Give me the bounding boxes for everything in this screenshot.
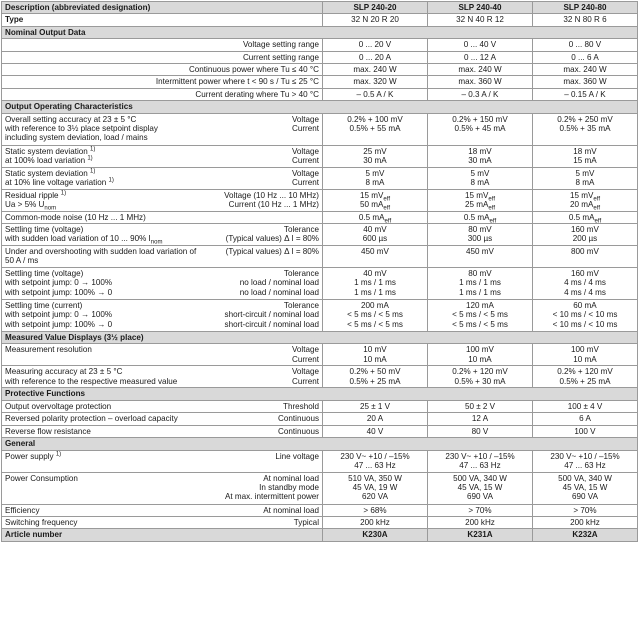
spec-row — [2, 366, 638, 388]
spec-description: Under and overshooting with sudden load variation of 50 A / ms — [5, 247, 197, 266]
spec-description: Settling time (current) with setpoint jump: 0 → 100% with setpoint jump: 100% → 0 — [5, 301, 113, 329]
spec-label-wrap — [5, 147, 319, 166]
spec-description: Reversed polarity protection – overload capacity — [5, 414, 178, 424]
spec-description: Efficiency — [5, 505, 40, 515]
spec-value-model-3: > 70% — [533, 504, 638, 516]
spec-label-wrap — [5, 427, 319, 436]
spec-value-model-1: 15 $mV_{eff}$ 50 $mA_{eff}$ — [323, 189, 428, 211]
spec-value-model-3: 60 mA < 10 ms / < 10 ms < 10 ms / < 10 ms — [533, 300, 638, 332]
spec-label-cell — [2, 211, 323, 223]
spec-value-model-1: 40 V — [323, 425, 428, 437]
spec-label-cell — [2, 400, 323, 412]
type-value-3: 32 N 80 R 6 — [533, 14, 638, 26]
spec-condition: Continuous power where Tu ≤ 40 °C — [188, 65, 319, 75]
spec-label-wrap — [5, 169, 319, 188]
spec-condition: Voltage Current — [291, 114, 319, 134]
spec-value-model-1: 20 A — [323, 413, 428, 425]
spec-condition: Voltage Current — [291, 146, 319, 166]
section-header-row — [2, 101, 638, 113]
spec-label-cell — [2, 516, 323, 528]
spec-condition: Current derating where Tu > 40 °C — [195, 89, 319, 99]
spec-label-wrap — [5, 247, 319, 266]
spec-value-model-1: max. 320 W — [323, 76, 428, 88]
spec-label-cell — [2, 167, 323, 189]
spec-description: Static system deviation $^{1)}$ at 100% load variation $^{1)}$ — [5, 145, 96, 166]
spec-condition: At nominal load In standby mode At max. intermittent power — [224, 473, 319, 502]
section-title: General — [2, 438, 638, 450]
header-model-2: SLP 240-40 — [428, 2, 533, 14]
spec-label-cell — [2, 366, 323, 388]
spec-value-model-3: 500 VA, 340 W 45 VA, 15 W 690 VA — [533, 472, 638, 504]
header-model-1: SLP 240-20 — [323, 2, 428, 14]
spec-description: Settling time (voltage) with sudden load variation of 10 ... 90% $I_{nom}$ — [5, 225, 163, 247]
spec-label-cell — [2, 504, 323, 516]
spec-row — [2, 88, 638, 100]
spec-row — [2, 189, 638, 211]
spec-row — [2, 113, 638, 145]
section-title: Output Operating Characteristics — [2, 101, 638, 113]
spec-label-cell — [2, 472, 323, 504]
spec-label-wrap — [5, 452, 319, 461]
spec-description: Power Consumption — [5, 473, 78, 483]
article-number-label: Article number — [2, 529, 323, 541]
spec-value-model-2: max. 360 W — [428, 76, 533, 88]
spec-value-model-3: 6 A — [533, 413, 638, 425]
spec-value-model-3: max. 240 W — [533, 64, 638, 76]
spec-value-model-3: 160 mV 4 ms / 4 ms 4 ms / 4 ms — [533, 268, 638, 300]
spec-value-model-2: 0.2% + 120 mV 0.5% + 30 mA — [428, 366, 533, 388]
spec-label-cell — [2, 344, 323, 366]
section-title: Nominal Output Data — [2, 26, 638, 38]
spec-value-model-2: 80 mV 300 µs — [428, 224, 533, 246]
spec-row — [2, 145, 638, 167]
spec-label-wrap — [5, 90, 319, 99]
spec-value-model-2: 80 mV 1 ms / 1 ms 1 ms / 1 ms — [428, 268, 533, 300]
spec-description: Reverse flow resistance — [5, 426, 91, 436]
spec-label-wrap — [5, 301, 319, 329]
spec-condition: At nominal load — [263, 505, 319, 515]
spec-value-model-2: max. 240 W — [428, 64, 533, 76]
spec-label-cell — [2, 425, 323, 437]
spec-value-model-1: > 68% — [323, 504, 428, 516]
spec-row — [2, 413, 638, 425]
spec-label-wrap — [5, 414, 319, 423]
spec-label-wrap — [5, 518, 319, 527]
spec-value-model-1: 0.5 $mA_{eff}$ — [323, 211, 428, 223]
spec-value-model-3: 0 ... 80 V — [533, 39, 638, 51]
spec-value-model-1: 200 kHz — [323, 516, 428, 528]
spec-label-wrap — [5, 77, 319, 86]
spec-row — [2, 167, 638, 189]
header-row — [2, 2, 638, 14]
spec-label-wrap — [5, 474, 319, 502]
spec-value-model-3: 160 mV 200 µs — [533, 224, 638, 246]
spec-condition: Voltage Current — [291, 367, 319, 386]
spec-value-model-3: 230 V~ +10 / –15% 47 ... 63 Hz — [533, 450, 638, 472]
spec-value-model-1: 0.2% + 100 mV 0.5% + 55 mA — [323, 113, 428, 145]
spec-description: Residual ripple $^{1)}$ Ua > 5% $U_{nom}$ — [5, 189, 67, 212]
spec-value-model-2: – 0.3 A / K — [428, 88, 533, 100]
spec-condition: Line voltage — [275, 451, 319, 461]
spec-label-cell — [2, 268, 323, 300]
spec-label-cell — [2, 224, 323, 246]
spec-value-model-1: 230 V~ +10 / –15% 47 ... 63 Hz — [323, 450, 428, 472]
spec-value-model-3: 800 mV — [533, 246, 638, 268]
spec-value-model-1: 450 mV — [323, 246, 428, 268]
header-description: Description (abbreviated designation) — [2, 2, 323, 14]
spec-label-wrap — [5, 191, 319, 210]
spec-description: Measurement resolution — [5, 345, 92, 355]
spec-label-wrap — [5, 115, 319, 143]
spec-row — [2, 39, 638, 51]
type-label: Type — [2, 14, 323, 26]
spec-label-wrap — [5, 53, 319, 62]
spec-condition: Intermittent power where t < 90 s / Tu ≤ 25 °C — [155, 77, 319, 87]
spec-condition: Continuous — [278, 426, 319, 436]
spec-value-model-2: 500 VA, 340 W 45 VA, 15 W 690 VA — [428, 472, 533, 504]
spec-label-wrap — [5, 40, 319, 49]
spec-label-cell — [2, 189, 323, 211]
spec-value-model-1: 5 mV 8 mA — [323, 167, 428, 189]
spec-value-model-3: 100 ± 4 V — [533, 400, 638, 412]
spec-value-model-1: max. 240 W — [323, 64, 428, 76]
spec-condition: Current setting range — [242, 52, 319, 62]
spec-row — [2, 211, 638, 223]
spec-value-model-3: 100 mV 10 mA — [533, 344, 638, 366]
spec-condition: Tolerance no load / nominal load no load / nominal load — [239, 269, 319, 297]
spec-value-model-2: 230 V~ +10 / –15% 47 ... 63 Hz — [428, 450, 533, 472]
spec-label-cell — [2, 145, 323, 167]
spec-row — [2, 344, 638, 366]
spec-value-model-3: 0 ... 6 A — [533, 51, 638, 63]
header-model-3: SLP 240-80 — [533, 2, 638, 14]
spec-value-model-3: 0.5 $mA_{eff}$ — [533, 211, 638, 223]
spec-label-wrap — [5, 367, 319, 386]
spec-label-cell — [2, 246, 323, 268]
spec-value-model-2: 450 mV — [428, 246, 533, 268]
section-header-row — [2, 438, 638, 450]
spec-value-model-2: 80 V — [428, 425, 533, 437]
spec-value-model-2: 15 $mV_{eff}$ 25 $mA_{eff}$ — [428, 189, 533, 211]
spec-label-wrap — [5, 269, 319, 297]
spec-value-model-3: 0.2% + 250 mV 0.5% + 35 mA — [533, 113, 638, 145]
spec-value-model-1: 0 ... 20 A — [323, 51, 428, 63]
spec-value-model-2: 0.2% + 150 mV 0.5% + 45 mA — [428, 113, 533, 145]
spec-value-model-3: max. 360 W — [533, 76, 638, 88]
spec-condition: Typical — [293, 517, 319, 527]
spec-value-model-3: 5 mV 8 mA — [533, 167, 638, 189]
spec-value-model-1: 200 mA < 5 ms / < 5 ms < 5 ms / < 5 ms — [323, 300, 428, 332]
specification-table-body — [2, 2, 638, 542]
section-title: Protective Functions — [2, 388, 638, 400]
spec-row — [2, 504, 638, 516]
spec-value-model-1: 40 mV 1 ms / 1 ms 1 ms / 1 ms — [323, 268, 428, 300]
spec-row — [2, 450, 638, 472]
spec-row — [2, 246, 638, 268]
spec-value-model-2: 200 kHz — [428, 516, 533, 528]
spec-row — [2, 516, 638, 528]
spec-description: Static system deviation $^{1)}$ at 10% line voltage variation $^{1)}$ — [5, 167, 114, 188]
spec-label-cell — [2, 450, 323, 472]
spec-condition: Continuous — [278, 414, 319, 424]
spec-description: Power supply $^{1)}$ — [5, 450, 62, 461]
spec-value-model-2: > 70% — [428, 504, 533, 516]
spec-label-cell — [2, 300, 323, 332]
spec-value-model-2: 12 A — [428, 413, 533, 425]
spec-description: Switching frequency — [5, 517, 78, 527]
section-header-row — [2, 388, 638, 400]
spec-value-model-3: – 0.15 A / K — [533, 88, 638, 100]
spec-value-model-2: 5 mV 8 mA — [428, 167, 533, 189]
spec-value-model-3: 0.2% + 120 mV 0.5% + 25 mA — [533, 366, 638, 388]
spec-value-model-1: 0.2% + 50 mV 0.5% + 25 mA — [323, 366, 428, 388]
spec-row — [2, 425, 638, 437]
spec-condition: Tolerance (Typical values) Δ I = 80% — [225, 225, 319, 244]
spec-row — [2, 268, 638, 300]
type-value-2: 32 N 40 R 12 — [428, 14, 533, 26]
spec-condition: Voltage setting range — [242, 40, 319, 50]
spec-description: Measuring accuracy at 23 ± 5 °C with reference to the respective measured value — [5, 367, 178, 386]
spec-description: Settling time (voltage) with setpoint jump: 0 → 100% with setpoint jump: 100% → 0 — [5, 269, 113, 297]
spec-label-cell — [2, 64, 323, 76]
article-number-model-1: K230A — [323, 529, 428, 541]
article-number-model-3: K232A — [533, 529, 638, 541]
spec-value-model-1: 40 mV 600 µs — [323, 224, 428, 246]
spec-row — [2, 400, 638, 412]
spec-value-model-1: – 0.5 A / K — [323, 88, 428, 100]
spec-value-model-1: 25 ± 1 V — [323, 400, 428, 412]
spec-condition: Voltage (10 Hz ... 10 MHz) Current (10 Hz ... 1 MHz) — [224, 190, 319, 210]
spec-description: Overall setting accuracy at 23 ± 5 °C with reference to 3½ place setpoint display including system deviation, load / mains — [5, 114, 158, 143]
spec-row — [2, 51, 638, 63]
spec-value-model-2: 0 ... 40 V — [428, 39, 533, 51]
spec-label-cell — [2, 76, 323, 88]
section-header-row — [2, 26, 638, 38]
spec-label-wrap — [5, 213, 319, 222]
spec-label-cell — [2, 39, 323, 51]
section-title: Measured Value Displays (3½ place) — [2, 332, 638, 344]
spec-value-model-1: 25 mV 30 mA — [323, 145, 428, 167]
spec-value-model-1: 0 ... 20 V — [323, 39, 428, 51]
spec-condition: Voltage Current — [291, 168, 319, 188]
spec-label-wrap — [5, 506, 319, 515]
type-row — [2, 14, 638, 26]
spec-label-cell — [2, 113, 323, 145]
spec-value-model-3: 100 V — [533, 425, 638, 437]
type-value-1: 32 N 20 R 20 — [323, 14, 428, 26]
specification-table — [1, 1, 638, 542]
spec-label-wrap — [5, 402, 319, 411]
spec-value-model-2: 50 ± 2 V — [428, 400, 533, 412]
spec-value-model-3: 200 kHz — [533, 516, 638, 528]
spec-value-model-1: 510 VA, 350 W 45 VA, 19 W 620 VA — [323, 472, 428, 504]
spec-value-model-2: 0.5 $mA_{eff}$ — [428, 211, 533, 223]
spec-label-wrap — [5, 225, 319, 247]
spec-row — [2, 64, 638, 76]
spec-value-model-2: 120 mA < 5 ms / < 5 ms < 5 ms / < 5 ms — [428, 300, 533, 332]
article-number-model-2: K231A — [428, 529, 533, 541]
article-number-row — [2, 529, 638, 541]
spec-condition: (Typical values) Δ I = 80% — [225, 247, 319, 257]
spec-row — [2, 472, 638, 504]
spec-label-cell — [2, 413, 323, 425]
spec-row — [2, 76, 638, 88]
section-header-row — [2, 332, 638, 344]
spec-description: Common-mode noise (10 Hz ... 1 MHz) — [5, 212, 146, 222]
spec-label-wrap — [5, 345, 319, 364]
spec-label-wrap — [5, 65, 319, 74]
spec-value-model-2: 100 mV 10 mA — [428, 344, 533, 366]
spec-condition: Tolerance short-circuit / nominal load short-circuit / nominal load — [224, 301, 319, 329]
spec-label-cell — [2, 51, 323, 63]
spec-value-model-1: 10 mV 10 mA — [323, 344, 428, 366]
spec-row — [2, 224, 638, 246]
spec-description: Output overvoltage protection — [5, 401, 112, 411]
spec-condition: Threshold — [283, 401, 319, 411]
spec-condition: Voltage Current — [291, 345, 319, 364]
spec-row — [2, 300, 638, 332]
spec-label-cell — [2, 88, 323, 100]
spec-value-model-3: 18 mV 15 mA — [533, 145, 638, 167]
spec-value-model-2: 0 ... 12 A — [428, 51, 533, 63]
spec-value-model-3: 15 $mV_{eff}$ 20 $mA_{eff}$ — [533, 189, 638, 211]
spec-value-model-2: 18 mV 30 mA — [428, 145, 533, 167]
